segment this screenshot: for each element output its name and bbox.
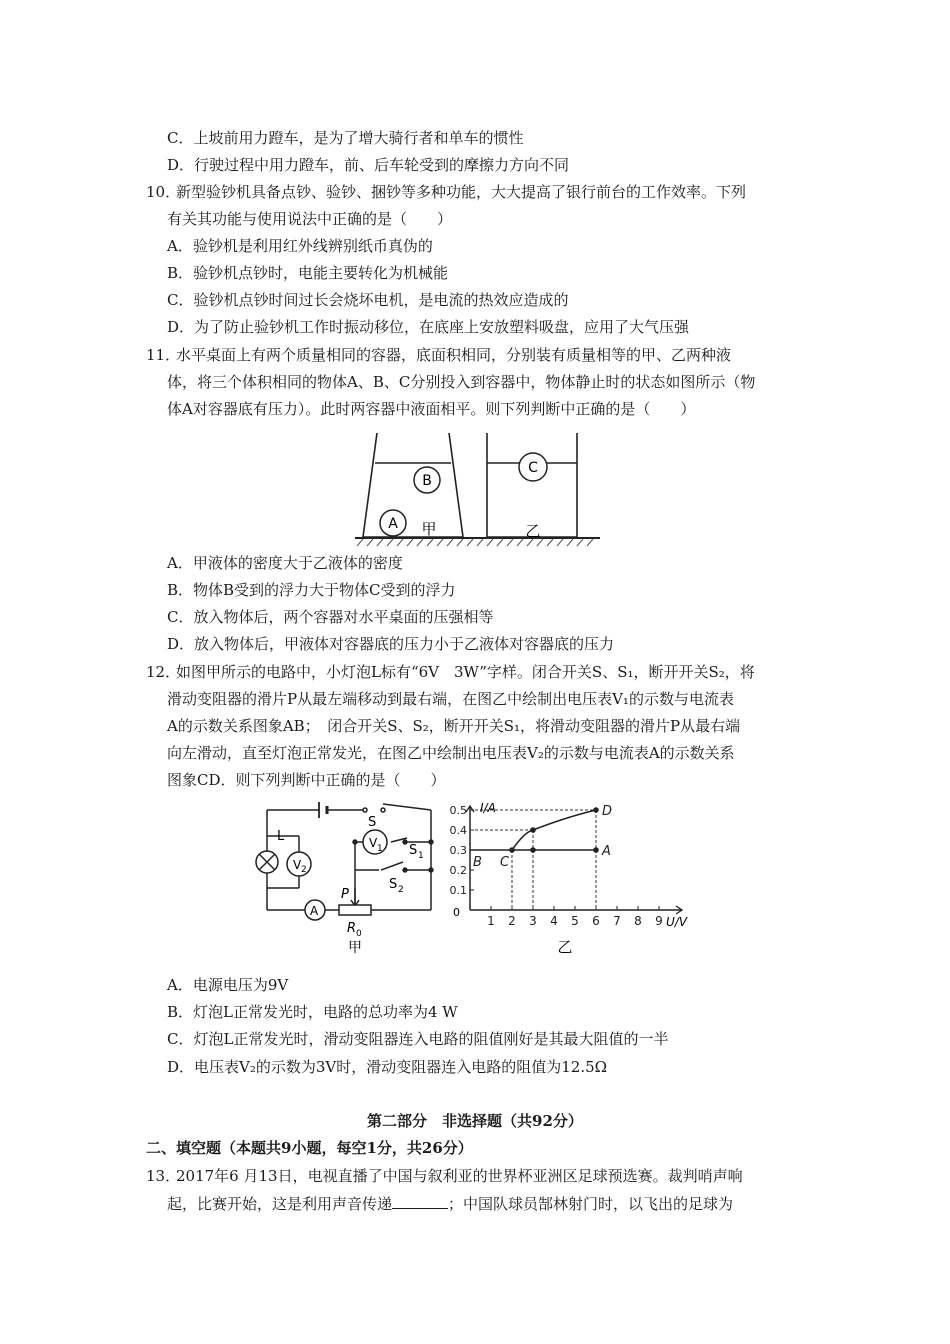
label-r0: R: [347, 921, 357, 936]
q11-containers-figure: [355, 425, 605, 550]
q12-number: 12．: [146, 663, 181, 681]
q12-stem-line3: A的示数关系图象AB； 闭合开关S、S₂，断开开关S₁，将滑动变阻器的滑片P从最右端: [167, 717, 741, 735]
q13-stem-line2-b: ；中国队球员郜林射门时，以飞出的足球为: [448, 1195, 734, 1213]
q13-number: 13．: [146, 1167, 181, 1185]
q13-stem-line1: 2017年6 月13日，电视直播了中国与叙利亚的世界杯亚洲区足球预选赛。裁判哨声响: [176, 1167, 743, 1185]
x-tick-label: 5: [571, 914, 579, 928]
circuit-caption: 甲: [348, 940, 362, 956]
q12-circuit-figure: [255, 800, 445, 960]
label-point-b: B: [473, 855, 482, 870]
q12-option-d: D．电压表V₂的示数为3V时，滑动变阻器连入电路的阻值为12.5Ω: [167, 1058, 608, 1076]
x-tick-label: 6: [592, 914, 600, 928]
q12-stem-line2: 滑动变阻器的滑片P从最左端移动到最右端，在图乙中绘制出电压表V₁的示数与电流表: [167, 690, 734, 708]
series-cd-curve: [512, 810, 596, 850]
point-a: [593, 847, 599, 853]
label-v1: V: [369, 836, 378, 850]
q11-option-b: B．物体B受到的浮力大于物体C受到的浮力: [167, 581, 456, 599]
q9-option-c: C．上坡前用力蹬车，是为了增大骑行者和单车的惯性: [167, 129, 524, 147]
point-cd-mid: [530, 827, 536, 833]
x-tick-label: 8: [634, 914, 642, 928]
label-point-c: C: [500, 855, 510, 870]
x-tick-label: 4: [550, 914, 558, 928]
label-r0-sub: 0: [356, 929, 362, 939]
ball-c-label: C: [528, 460, 538, 476]
label-yi: 乙: [525, 522, 541, 540]
label-a: A: [310, 904, 319, 918]
q10-stem-line2: 有关其功能与使用说法中正确的是（ ）: [167, 210, 453, 228]
q10-option-d: D．为了防止验钞机工作时振动移位，在底座上安放塑料吸盘，应用了大气压强: [167, 318, 690, 336]
label-p: P: [341, 887, 349, 902]
graph-xlabel: U/V: [666, 915, 688, 929]
point-d: [593, 807, 599, 813]
q10-stem-line1: 新型验钞机具备点钞、验钞、捆钞等多种功能，大大提高了银行前台的工作效率。下列: [176, 183, 747, 201]
q12-stem-line1: 如图甲所示的电路中，小灯泡L标有“6V 3W”字样。闭合开关S、S₁，断开开关S₂，将: [176, 663, 755, 681]
q9-option-d: D．行驶过程中用力蹬车，前、后车轮受到的摩擦力方向不同: [167, 156, 570, 174]
q12-stem-line5: 图象CD．则下列判断中正确的是（ ）: [167, 771, 446, 789]
q13-stem-line2: [167, 1194, 733, 1214]
q12-option-b: B．灯泡L正常发光时，电路的总功率为4 W: [167, 1003, 458, 1021]
q10-option-b: B．验钞机点钞时，电能主要转化为机械能: [167, 264, 449, 282]
q12-option-c: C．灯泡L正常发光时，滑动变阻器连入电路的阻值刚好是其最大阻值的一半: [167, 1030, 669, 1048]
q12-graph-figure: [450, 800, 695, 960]
y-tick-label: 0.1: [450, 884, 467, 897]
y-tick-label: 0.3: [450, 844, 467, 857]
q10-option-c: C．验钞机点钞时间过长会烧坏电机，是电流的热效应造成的: [167, 291, 569, 309]
y-tick-label: 0.4: [450, 824, 467, 837]
q11-option-d: D．放入物体后，甲液体对容器底的压力小于乙液体对容器底的压力: [167, 635, 615, 653]
x-tick-label: 9: [655, 914, 663, 928]
label-point-a: A: [602, 844, 611, 859]
q11-option-c: C．放入物体后，两个容器对水平桌面的压强相等: [167, 608, 494, 626]
q12-stem-line4: 向左滑动，直至灯泡正常发光，在图乙中绘制出电压表V₂的示数与电流表A的示数关系: [167, 744, 735, 762]
label-l: L: [277, 829, 285, 844]
q11-number: 11．: [146, 346, 181, 364]
label-s: S: [368, 815, 377, 830]
rheostat-r0: [339, 905, 371, 915]
q11-stem-line3: 体A对容器底有压力）。此时两容器中液面相平。则下列判断中正确的是（ ）: [167, 400, 696, 418]
label-s2: S: [389, 877, 398, 892]
graph-caption: 乙: [557, 938, 573, 956]
q10-option-a: A．验钞机是利用红外线辨别纸币真伪的: [167, 237, 433, 255]
graph-ylabel: I/A: [480, 801, 496, 815]
part2-title: 第二部分 非选择题（共92分）: [367, 1112, 583, 1130]
x-tick-label: 1: [487, 914, 495, 928]
x-tick-label: 2: [508, 914, 516, 928]
q11-stem-line2: 体，将三个体积相同的物体A、B、C分别投入到容器中，物体静止时的状态如图所示（物: [167, 373, 756, 391]
ball-b-label: B: [422, 473, 432, 489]
ball-a-label: A: [388, 516, 398, 532]
point-intersect: [530, 847, 536, 853]
label-s1-sub: 1: [418, 851, 424, 861]
label-v2: V: [293, 858, 302, 872]
y-tick-label: 0.5: [450, 804, 467, 817]
y-tick-label: 0.2: [450, 864, 467, 877]
q11-stem-line1: 水平桌面上有两个质量相同的容器，底面积相同，分别装有质量相等的甲、乙两种液: [176, 346, 732, 364]
label-s2-sub: 2: [398, 885, 404, 895]
q13-answer-blank[interactable]: [392, 1194, 448, 1209]
label-v2-sub: 2: [301, 865, 307, 875]
q12-option-a: A．电源电压为9V: [167, 976, 289, 994]
label-jia: 甲: [421, 520, 437, 538]
label-v1-sub: 1: [377, 844, 383, 854]
point-c: [509, 847, 515, 853]
q10-number: 10．: [146, 183, 181, 201]
q11-option-a: A．甲液体的密度大于乙液体的密度: [167, 554, 403, 572]
x-tick-label: 3: [529, 914, 537, 928]
label-s1: S: [409, 843, 418, 858]
x-tick-label: 7: [613, 914, 621, 928]
section-fill-in-title: 二、填空题（本题共9小题，每空1分，共26分）: [146, 1139, 473, 1157]
graph-origin: 0: [453, 906, 460, 919]
q13-stem-line2-a: 起，比赛开始，这是利用声音传递: [167, 1195, 393, 1213]
label-point-d: D: [602, 804, 613, 819]
